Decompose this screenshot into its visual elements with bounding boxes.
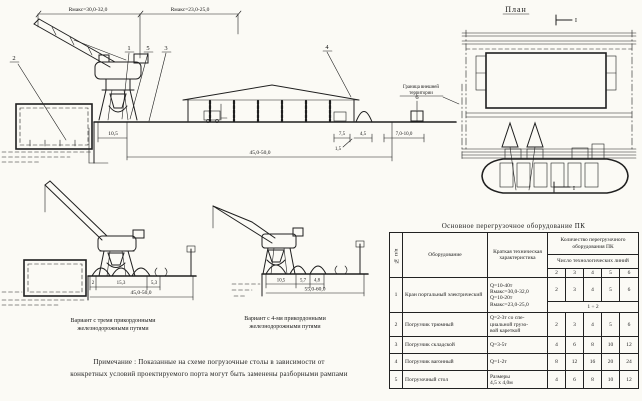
equipment-table — [389, 232, 639, 389]
row-number: 4 — [390, 354, 403, 371]
portal-crane — [34, 19, 148, 120]
warehouse-plan — [476, 53, 616, 108]
qty-cell: 12 — [566, 354, 584, 371]
boundary-post — [356, 241, 364, 274]
col-header-quantity-group: Количество перегрузочного оборудования ПК — [548, 233, 639, 255]
dim-label-radius-right: Rмакс=23,0-25,0 — [170, 7, 210, 13]
section-mark-bottom — [554, 182, 575, 192]
dim-label: 2 — [91, 281, 95, 286]
variant-caption-line2: железнодорожными путями — [77, 326, 149, 332]
forklift-icon — [204, 104, 227, 123]
canopy-arc — [356, 112, 372, 123]
qty-cell: 16 — [584, 354, 602, 371]
dimension-radius-right — [138, 7, 241, 58]
dim-label: 1,5 — [334, 147, 342, 152]
ship-plan — [482, 147, 628, 193]
equipment-spec — [488, 371, 548, 389]
table-row — [390, 354, 639, 371]
variant-caption-line1: Вариант с тремя прикордонными — [70, 318, 156, 324]
footnote-line1: Примечание : Показанные на схеме погрузочные столы в зависимости от — [93, 358, 325, 366]
dim-label: 7,5 — [338, 132, 346, 137]
plan-view — [462, 5, 636, 193]
equipment-table-block — [389, 222, 638, 389]
row-number: 2 — [390, 313, 403, 337]
warehouse-section — [183, 85, 372, 123]
dimension-canopy — [354, 132, 372, 142]
dim-label: 4,5 — [359, 132, 367, 137]
qty-cell: 6 — [566, 337, 584, 354]
qty-extra-cell: 1 ÷ 2 — [548, 302, 639, 313]
dim-label: 4,8 — [314, 278, 320, 284]
dim-label: 7,0-10,0 — [395, 132, 413, 137]
qty-cell: 10 — [602, 371, 620, 389]
qty-cell: 20 — [602, 354, 620, 371]
callout-4 — [323, 44, 351, 97]
table-row — [390, 313, 639, 337]
spec-line: Q=10-20т — [490, 295, 513, 302]
boundary-label-line2: территории — [409, 91, 433, 96]
variant-caption-line2: железнодорожными путями — [249, 324, 321, 330]
table-row — [390, 278, 639, 302]
spec-line: вой кареткой — [490, 327, 521, 334]
spec-line: циальной грузо- — [490, 321, 529, 328]
callout-number: 4 — [325, 44, 329, 51]
dimensions — [266, 274, 364, 296]
spec-line: Q=2-3т со спе- — [490, 315, 525, 322]
rail-wagon-symbol — [411, 111, 423, 121]
qty-cell: 8 — [548, 354, 566, 371]
callout-1 — [122, 45, 134, 119]
qty-cell: 4 — [584, 278, 602, 302]
spec-line: 4,5 х 4,0м — [490, 379, 513, 386]
dimension-gap — [335, 139, 352, 152]
line-count-header: 5 — [602, 269, 620, 278]
qty-cell: 2 — [548, 278, 566, 302]
footnote — [28, 357, 390, 380]
equipment-spec: Q=1-2т — [488, 354, 548, 371]
wagons — [266, 265, 326, 274]
table-row — [390, 337, 639, 354]
callout-number: 1 — [127, 45, 131, 52]
qty-cell: 3 — [566, 278, 584, 302]
variant-caption-line1: Вариант с 4-мя прикордонными — [244, 316, 326, 322]
water-hatching — [232, 284, 260, 296]
boundary-label-line1: Граница внешней — [403, 85, 439, 90]
section-mark-label: I — [572, 185, 576, 192]
variant-three-tracks — [2, 181, 196, 332]
grab-icon — [268, 250, 284, 262]
qty-cell: 12 — [620, 371, 639, 389]
callout-5 — [130, 45, 153, 119]
equipment-spec — [488, 278, 548, 313]
boundary-post — [187, 246, 195, 276]
dim-label: 45,0-50,0 — [249, 150, 271, 156]
callout-2 — [10, 55, 66, 140]
row-number: 1 — [390, 278, 403, 313]
qty-cell: 12 — [620, 337, 639, 354]
equipment-name: Погрузочный стол — [403, 371, 488, 389]
col-header-lines: Число технологических линий — [548, 255, 639, 269]
callout-number: 3 — [164, 45, 168, 52]
vessel-cross-section — [16, 104, 92, 149]
vessel-cross-section — [24, 260, 86, 296]
line-count-header: 2 — [548, 269, 566, 278]
equipment-spec — [488, 313, 548, 337]
equipment-name: Погрузчик складской — [403, 337, 488, 354]
dimension-wall — [334, 132, 350, 142]
portal-crane — [45, 181, 144, 276]
qty-cell: 4 — [548, 337, 566, 354]
grab-icon — [108, 253, 124, 265]
equipment-name: Погрузчик вагонный — [403, 354, 488, 371]
callout-number: 2 — [12, 55, 16, 62]
qty-cell: 6 — [620, 313, 639, 337]
crane-rails-plan — [462, 144, 636, 159]
dim-label: 5,7 — [300, 278, 306, 284]
water-hatching — [2, 292, 86, 305]
table-row — [390, 371, 639, 389]
dimensions — [90, 276, 193, 300]
main-scheme — [2, 7, 462, 163]
spec-line: Rмакс=23,0-25,0 — [490, 301, 529, 308]
rail-buffer-symbols — [155, 268, 167, 276]
variant-four-tracks — [213, 206, 368, 330]
dim-label: 5,3 — [150, 281, 158, 286]
dimension-rear — [384, 132, 424, 142]
portal-crane — [213, 206, 303, 274]
table-title: Основное перегрузочное оборудование ПК — [441, 222, 586, 230]
qty-cell: 3 — [566, 313, 584, 337]
callout-number: 6 — [415, 94, 419, 101]
equipment-spec: Q=3-5т — [488, 337, 548, 354]
dim-label: 10,5 — [108, 131, 118, 137]
rail-buffer-symbols — [335, 266, 347, 274]
qty-cell: 4 — [548, 371, 566, 389]
row-number: 5 — [390, 371, 403, 389]
section-mark-label: I — [574, 17, 578, 24]
dimension-gauge — [98, 122, 127, 160]
spec-line: Rмакс=30,0-32,0 — [490, 289, 529, 295]
equipment-name: Погрузчик трюмный — [403, 313, 488, 337]
qty-cell: 10 — [602, 337, 620, 354]
callout-number: 5 — [146, 45, 150, 52]
col-header-equipment: Оборудование — [403, 233, 488, 278]
qty-cell: 6 — [620, 278, 639, 302]
qty-cell: 24 — [620, 354, 639, 371]
dimension-apron — [127, 122, 392, 161]
dim-label: 10,5 — [276, 278, 286, 284]
callout-6 — [415, 94, 419, 110]
dim-label: 15,3 — [116, 281, 126, 286]
qty-cell: 4 — [584, 313, 602, 337]
dimension-radius-left — [36, 7, 140, 27]
spec-line: Размеры — [490, 373, 510, 380]
qty-cell: 5 — [602, 278, 620, 302]
water-hatching — [2, 152, 92, 162]
line-count-header: 4 — [584, 269, 602, 278]
dim-label: 45,0-50,0 — [130, 290, 152, 296]
spec-line: Q=10-40т — [490, 282, 513, 289]
callout-3 — [149, 45, 171, 121]
qty-cell: 2 — [548, 313, 566, 337]
qty-cell: 5 — [602, 313, 620, 337]
qty-cell: 8 — [584, 371, 602, 389]
plan-title: План — [505, 5, 527, 14]
plan-rail-tracks-top — [462, 33, 636, 49]
line-count-header: 6 — [620, 269, 639, 278]
footnote-line2: конкретных условий проектируемого порта могут быть заменены разборными рампами — [70, 369, 348, 378]
col-header-number: № п/п — [390, 233, 403, 278]
qty-cell: 8 — [584, 337, 602, 354]
row-number: 3 — [390, 337, 403, 354]
col-header-spec: Краткая техническая характеристика — [488, 233, 548, 278]
line-count-header: 3 — [566, 269, 584, 278]
crane-plan-triangles — [502, 123, 543, 147]
qty-cell: 6 — [566, 371, 584, 389]
dim-label-radius-left: Rмакс=30,0-32,0 — [68, 7, 108, 13]
dim-label: 55,0-60,0 — [304, 286, 326, 293]
equipment-name: Кран портальный электрический — [403, 278, 488, 313]
section-mark-top — [556, 15, 577, 25]
